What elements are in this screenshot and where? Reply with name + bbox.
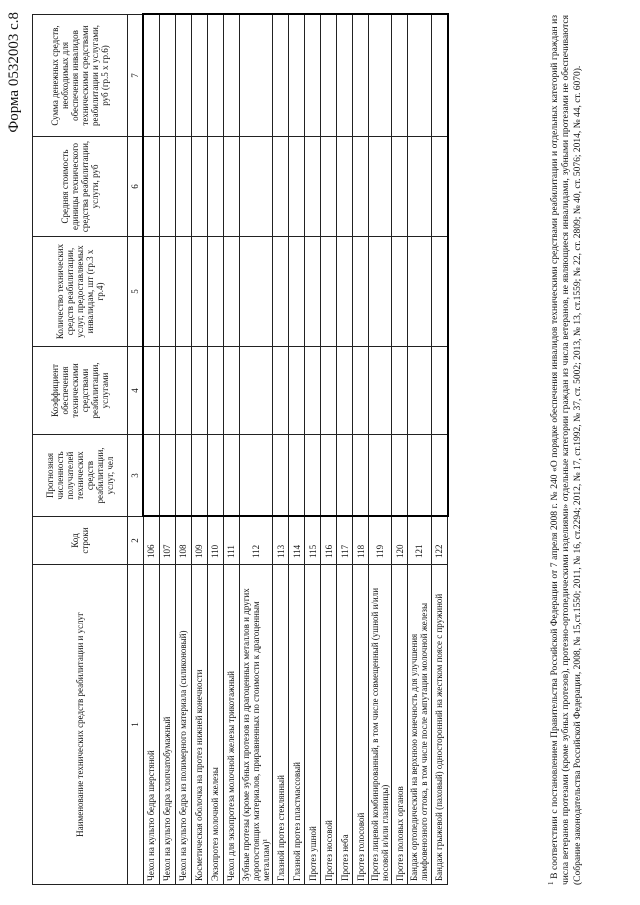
row-name: Чехол на культю бедра шерстяной: [143, 565, 160, 885]
row-code: 107: [160, 517, 176, 565]
column-number: 4: [128, 347, 144, 435]
row-name: Протез голосовой: [353, 565, 369, 885]
footnote: [547, 15, 584, 885]
column-header: Код строки: [33, 517, 128, 565]
empty-cell: [224, 137, 240, 237]
column-header: Коэффициент обеспечения техническими средствами реабилитации, услугами: [33, 347, 128, 435]
empty-cell: [224, 15, 240, 137]
empty-cell: [392, 237, 408, 347]
empty-cell: [240, 347, 273, 435]
column-header: Количество технических средств реабилитации, услуг, предоставляемых инвалидам, шт (гр.3 х гр.4): [33, 237, 128, 347]
empty-cell: [369, 347, 392, 435]
empty-cell: [392, 15, 408, 137]
table-row: [321, 15, 337, 885]
empty-cell: [369, 137, 392, 237]
row-name: Косметическая оболочка на протез нижней конечности: [192, 565, 208, 885]
row-code: 111: [224, 517, 240, 565]
empty-cell: [337, 237, 353, 347]
empty-cell: [408, 435, 431, 517]
empty-cell: [240, 137, 273, 237]
row-code: 122: [431, 517, 448, 565]
empty-cell: [176, 237, 192, 347]
empty-cell: [273, 15, 289, 137]
row-code: 112: [240, 517, 273, 565]
empty-cell: [289, 15, 305, 137]
empty-cell: [392, 137, 408, 237]
empty-cell: [289, 137, 305, 237]
row-name: Чехол для экзопротеза молочной железы трикотажный: [224, 565, 240, 885]
empty-cell: [305, 435, 321, 517]
empty-cell: [337, 347, 353, 435]
column-header: Сумма денежных средств, необходимых для обеспечения инвалидов техническими средствами реабилитации и услугами, руб (гр.5 х гр.6): [33, 15, 128, 137]
empty-cell: [224, 237, 240, 347]
column-number: 3: [128, 435, 144, 517]
empty-cell: [273, 435, 289, 517]
empty-cell: [431, 347, 448, 435]
row-name: Бандаж грыжевой (паховый) односторонний на жестком поясе с пружиной: [431, 565, 448, 885]
table-row: [192, 15, 208, 885]
table-row: [289, 15, 305, 885]
empty-cell: [273, 237, 289, 347]
empty-cell: [337, 15, 353, 137]
table-row: [143, 15, 160, 885]
table-row: [408, 15, 431, 885]
header-row: [33, 15, 128, 885]
column-header: Средняя стоимость единицы технического средства реабилитации, услуги, руб: [33, 137, 128, 237]
table-body: [143, 15, 448, 885]
row-name: Протез носовой: [321, 565, 337, 885]
empty-cell: [143, 15, 160, 137]
empty-cell: [240, 15, 273, 137]
column-header: Наименование технических средств реабилитации и услуг: [33, 565, 128, 885]
row-name: Протез лицевой комбинированный, в том числе совмещенный (ушной и/или носовой и/или глазницы): [369, 565, 392, 885]
empty-cell: [431, 137, 448, 237]
row-name: Экзопротез молочной железы: [208, 565, 224, 885]
row-code: 115: [305, 517, 321, 565]
empty-cell: [408, 137, 431, 237]
row-name: Чехол на культю бедра хлопчатобумажный: [160, 565, 176, 885]
empty-cell: [192, 137, 208, 237]
row-code: 117: [337, 517, 353, 565]
empty-cell: [192, 347, 208, 435]
empty-cell: [240, 237, 273, 347]
table-row: [431, 15, 448, 885]
empty-cell: [305, 347, 321, 435]
empty-cell: [208, 435, 224, 517]
empty-cell: [321, 15, 337, 137]
table-row: [160, 15, 176, 885]
column-number: 5: [128, 237, 144, 347]
row-name: Глазной протез стеклянный: [273, 565, 289, 885]
row-name: Чехол на культю бедра из полимерного материала (силиконовый): [176, 565, 192, 885]
empty-cell: [305, 237, 321, 347]
row-code: 120: [392, 517, 408, 565]
table-row: [240, 15, 273, 885]
row-code: 113: [273, 517, 289, 565]
empty-cell: [289, 237, 305, 347]
row-name: Глазной протез пластмассовый: [289, 565, 305, 885]
empty-cell: [273, 347, 289, 435]
row-name: Протез неба: [337, 565, 353, 885]
empty-cell: [321, 137, 337, 237]
empty-cell: [289, 347, 305, 435]
row-code: 121: [408, 517, 431, 565]
empty-cell: [321, 237, 337, 347]
row-code: 118: [353, 517, 369, 565]
row-code: 114: [289, 517, 305, 565]
empty-cell: [208, 15, 224, 137]
empty-cell: [273, 137, 289, 237]
empty-cell: [369, 237, 392, 347]
empty-cell: [392, 435, 408, 517]
empty-cell: [353, 15, 369, 137]
row-code: 106: [143, 517, 160, 565]
empty-cell: [431, 15, 448, 137]
table-row: [353, 15, 369, 885]
empty-cell: [143, 137, 160, 237]
row-name: Бандаж ортопедический на верхнюю конечность для улучшения лимфовенозного оттока, в том числе после ампутации молочной железы: [408, 565, 431, 885]
empty-cell: [176, 15, 192, 137]
resource-table: [32, 14, 449, 886]
row-code: 116: [321, 517, 337, 565]
empty-cell: [369, 15, 392, 137]
empty-cell: [160, 15, 176, 137]
row-name: Протез половых органов: [392, 565, 408, 885]
row-code: 109: [192, 517, 208, 565]
empty-cell: [208, 237, 224, 347]
empty-cell: [208, 137, 224, 237]
empty-cell: [305, 15, 321, 137]
empty-cell: [408, 347, 431, 435]
column-number: 2: [128, 517, 144, 565]
empty-cell: [408, 15, 431, 137]
empty-cell: [224, 347, 240, 435]
column-header: Прогнозная численность получателей технических средств реабилитации, услуг, чел: [33, 435, 128, 517]
column-number: 7: [128, 15, 144, 137]
table-row: [273, 15, 289, 885]
empty-cell: [208, 347, 224, 435]
empty-cell: [176, 137, 192, 237]
footnote-text: В соответствии с постановлением Правительства Российской Федерации от 7 апреля 2008 г. № 240 «О порядке обеспечения инвалидов техническими средствами реабилитации и отдельных категорий граждан из числа ветеранов протезами (кроме зубных протезов), протезно-ортопедическими изделиями» отдельные категории граждан из числа ветеранов, не являющиеся инвалидами, зубными протезами не обеспечиваются (Собрание законодательства Российской Федерации, 2008, № 15,ст.1550; 2011, № 16, ст.2294; 2012, № 17, ст.1992, № 37, ст. 5002; 2013, № 13, ст.1559; № 22, ст. 2809; № 40, ст. 5076; 2014, № 44, ст. 6070).: [550, 15, 583, 885]
empty-cell: [192, 15, 208, 137]
empty-cell: [240, 435, 273, 517]
empty-cell: [321, 435, 337, 517]
empty-cell: [392, 347, 408, 435]
table-row: [224, 15, 240, 885]
empty-cell: [337, 435, 353, 517]
form-code: Форма 0532003 с.8: [6, 12, 22, 133]
empty-cell: [143, 435, 160, 517]
table-row: [337, 15, 353, 885]
row-code: 110: [208, 517, 224, 565]
empty-cell: [305, 137, 321, 237]
empty-cell: [160, 137, 176, 237]
empty-cell: [143, 347, 160, 435]
empty-cell: [192, 435, 208, 517]
empty-cell: [143, 237, 160, 347]
empty-cell: [353, 347, 369, 435]
table-row: [208, 15, 224, 885]
column-number: 1: [128, 565, 144, 885]
empty-cell: [431, 435, 448, 517]
empty-cell: [369, 435, 392, 517]
row-code: 108: [176, 517, 192, 565]
empty-cell: [160, 347, 176, 435]
footnote-marker: 1: [547, 881, 555, 885]
column-number: 6: [128, 137, 144, 237]
row-name: Зубные протезы (кроме зубных протезов из драгоценных металлов и других дорогостоящих материалов, приравненных по стоимости к драгоценным металлам)¹: [240, 565, 273, 885]
table-row: [369, 15, 392, 885]
table-row: [176, 15, 192, 885]
table-row: [392, 15, 408, 885]
table-row: [305, 15, 321, 885]
empty-cell: [353, 137, 369, 237]
empty-cell: [353, 237, 369, 347]
empty-cell: [353, 435, 369, 517]
empty-cell: [192, 237, 208, 347]
empty-cell: [160, 237, 176, 347]
empty-cell: [176, 347, 192, 435]
empty-cell: [289, 435, 305, 517]
empty-cell: [176, 435, 192, 517]
empty-cell: [160, 435, 176, 517]
row-code: 119: [369, 517, 392, 565]
empty-cell: [321, 347, 337, 435]
empty-cell: [408, 237, 431, 347]
row-name: Протез ушной: [305, 565, 321, 885]
empty-cell: [431, 237, 448, 347]
empty-cell: [224, 435, 240, 517]
column-number-row: [128, 15, 144, 885]
empty-cell: [337, 137, 353, 237]
